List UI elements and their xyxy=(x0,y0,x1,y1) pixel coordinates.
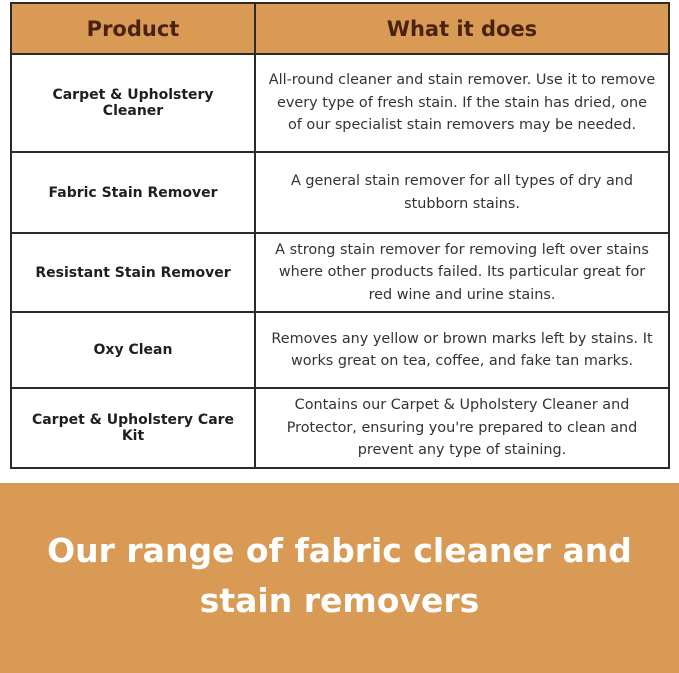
product-name: Fabric Stain Remover xyxy=(11,152,255,233)
table-row xyxy=(11,388,669,468)
product-comparison-table-container xyxy=(10,2,668,469)
banner-heading: Our range of fabric cleaner and stain removers xyxy=(47,531,632,620)
table-header-row xyxy=(11,3,669,54)
product-description: Contains our Carpet & Upholstery Cleaner and Protector, ensuring you're prepared to clean and prevent any type of staining. xyxy=(255,388,669,468)
product-name: Carpet & Upholstery Care Kit xyxy=(11,388,255,468)
table-row xyxy=(11,54,669,152)
table-row xyxy=(11,233,669,312)
product-description: Removes any yellow or brown marks left by stains. It works great on tea, coffee, and fake tan marks. xyxy=(255,312,669,388)
table-row xyxy=(11,152,669,233)
header-what-it-does: What it does xyxy=(255,3,669,54)
product-description: A strong stain remover for removing left over stains where other products failed. Its particular great for red wine and urine stains. xyxy=(255,233,669,312)
product-comparison-table xyxy=(10,2,670,469)
range-banner xyxy=(0,483,679,673)
product-description: All-round cleaner and stain remover. Use it to remove every type of fresh stain. If the stain has dried, one of our specialist stain removers may be needed. xyxy=(255,54,669,152)
product-name: Oxy Clean xyxy=(11,312,255,388)
table-row xyxy=(11,312,669,388)
product-name: Carpet & Upholstery Cleaner xyxy=(11,54,255,152)
product-description: A general stain remover for all types of dry and stubborn stains. xyxy=(255,152,669,233)
header-product: Product xyxy=(11,3,255,54)
product-name: Resistant Stain Remover xyxy=(11,233,255,312)
